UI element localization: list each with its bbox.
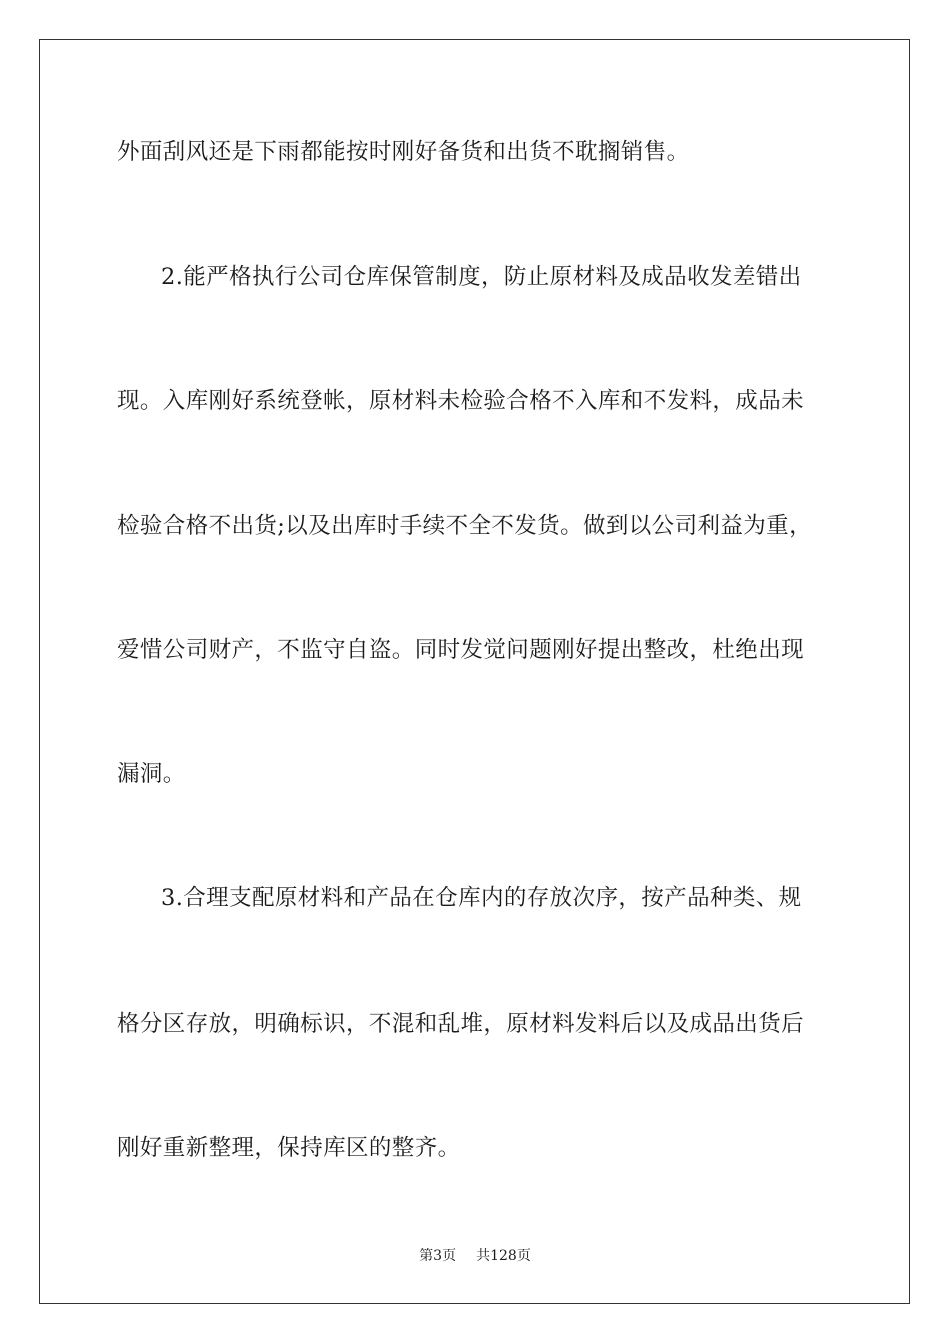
text-line: 漏洞。 — [117, 761, 186, 787]
text-line: 现。入库刚好系统登帐，原材料未检验合格不入库和不发料，成品未 — [117, 388, 805, 414]
page-footer — [0, 1247, 950, 1265]
text-line: 外面刮风还是下雨都能按时刚好备货和出货不耽搁销售。 — [117, 139, 690, 165]
text-line: 爱惜公司财产，不监守自盗。同时发觉问题刚好提出整改，杜绝出现 — [117, 637, 805, 663]
page-total: 共128页 — [476, 1248, 531, 1264]
page-number: 第3页 — [419, 1248, 457, 1264]
text-line: 刚好重新整理，保持库区的整齐。 — [117, 1135, 461, 1161]
text-line: 格分区存放，明确标识，不混和乱堆，原材料发料后以及成品出货后 — [117, 1011, 805, 1037]
text-line: 2.能严格执行公司仓库保管制度，防止原材料及成品收发差错出 — [161, 264, 802, 290]
page-frame — [39, 39, 910, 1304]
text-line: 检验合格不出货;以及出库时手续不全不发货。做到以公司利益为重， — [117, 513, 812, 539]
text-line: 3.合理支配原材料和产品在仓库内的存放次序，按产品种类、规 — [161, 885, 802, 911]
